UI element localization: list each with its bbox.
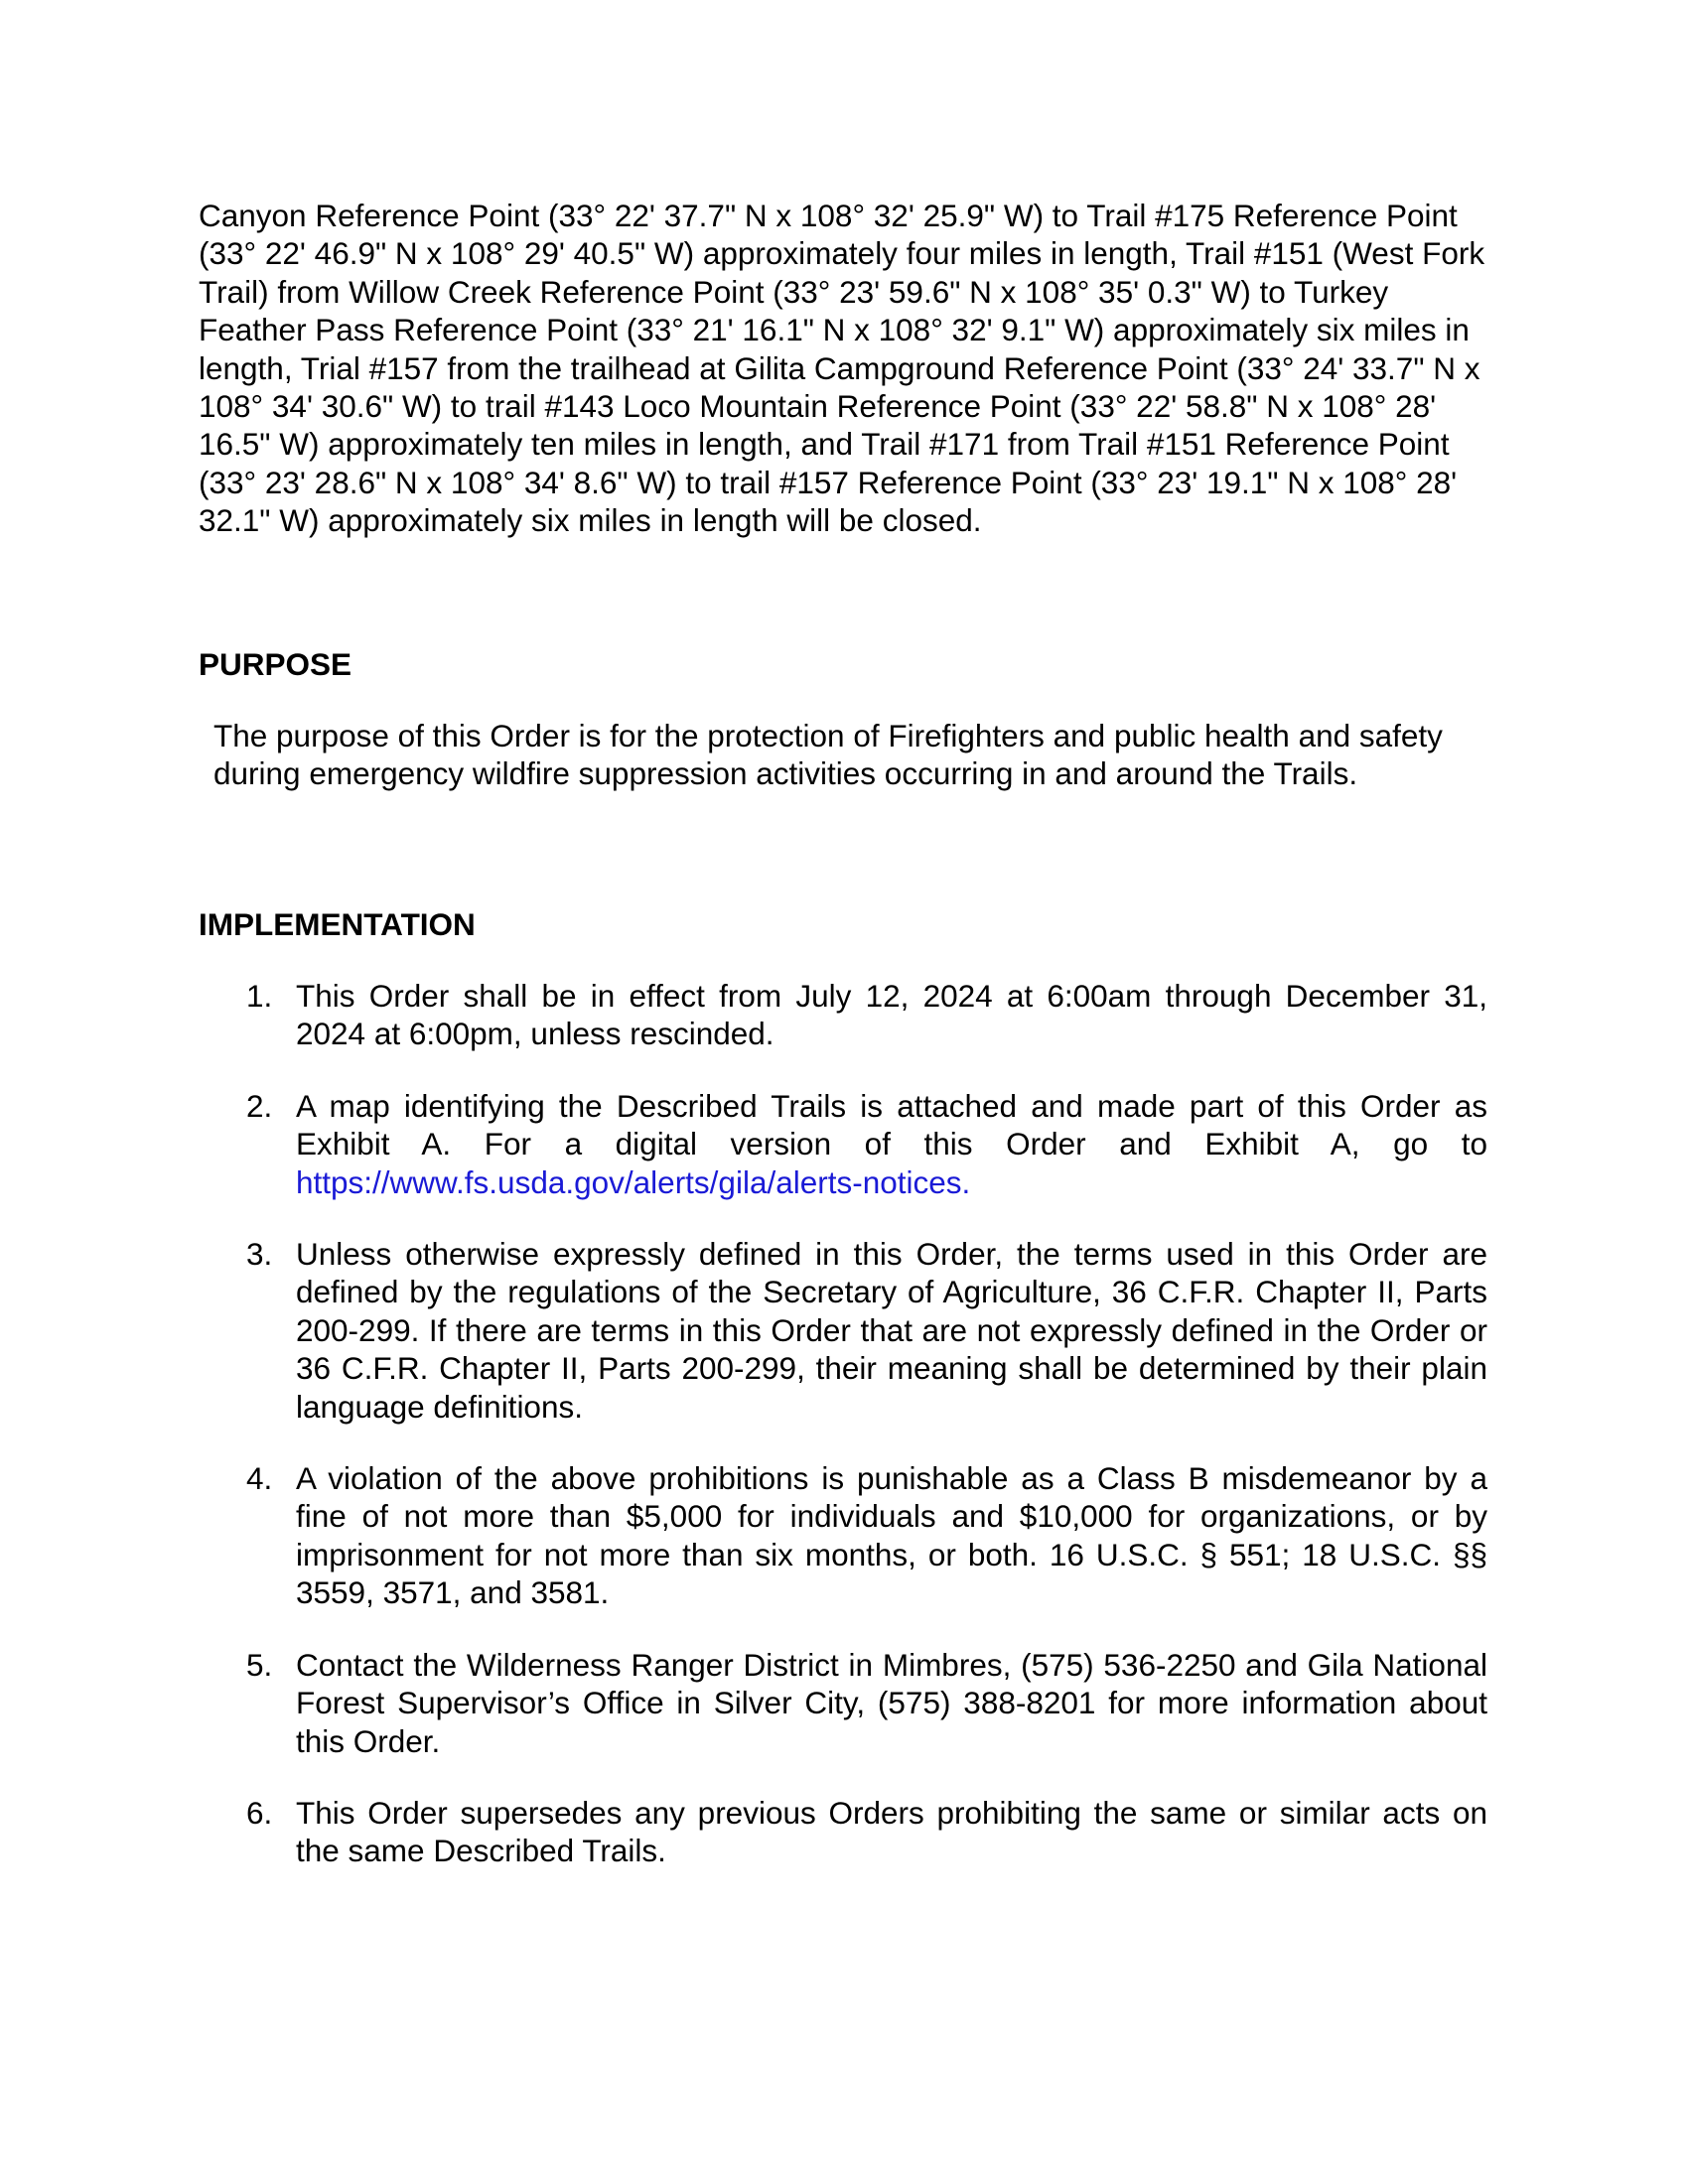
list-item-6 (246, 1794, 1487, 1870)
implementation-heading: IMPLEMENTATION (199, 906, 476, 942)
intro-paragraph: Canyon Reference Point (33° 22' 37.7" N x 108° 32' 25.9" W) to Trail #175 Reference Point (33° 22' 46.9" N x 108° 29' 40.5" W) approximately four miles in length, Trail #151 (West Fork Trail) from Willow Creek Reference Point (33° 23' 59.6" N x 108° 35' 0.3" W) to Turkey Feather Pass Reference Point (33° 21' 16.1" N x 108° 32' 9.1" W) approximately six miles in length, Trial #157 from the trailhead at Gilita Campground Reference Point (33° 24' 33.7" N x 108° 34' 30.6" W) to trail #143 Loco Mountain Reference Point (33° 22' 58.8" N x 108° 28' 16.5" W) approximately ten miles in length, and Trail #171 from Trail #151 Reference Point (33° 23' 28.6" N x 108° 34' 8.6" W) to trail #157 Reference Point (33° 23' 19.1" N x 108° 28' 32.1" W) approximately six miles in length will be closed. (199, 198, 1485, 539)
list-number: 4. (246, 1460, 273, 1497)
list-item-1 (246, 977, 1487, 1053)
list-number: 6. (246, 1794, 273, 1831)
list-item-2 (246, 1087, 1487, 1201)
list-item-text: Unless otherwise expressly defined in this Order, the terms used in this Order are defined by the regulations of the Secretary of Agriculture, 36 C.F.R. Chapter II, Parts 200-299. If there are terms in this Order that are not expressly defined in the Order or 36 C.F.R. Chapter II, Parts 200-299, their meaning shall be determined by their plain language definitions. (296, 1236, 1487, 1425)
list-item-text: A violation of the above prohibitions is punishable as a Class B misdemeanor by a fine of not more than $5,000 for individuals and $10,000 for organizations, or by imprisonment for not more than six months, or both. 16 U.S.C. § 551; 18 U.S.C. §§ 3559, 3571, and 3581. (296, 1460, 1487, 1611)
purpose-paragraph: The purpose of this Order is for the protection of Firefighters and public health and safety during emergency wildfire suppression activities occurring in and around the Trails. (213, 718, 1443, 792)
list-item-3 (246, 1235, 1487, 1426)
list-item-text: This Order shall be in effect from July 12, 2024 at 6:00am through December 31, 2024 at 6:00pm, unless rescinded. (296, 978, 1487, 1052)
list-number: 5. (246, 1646, 273, 1683)
alerts-notices-link[interactable]: https://www.fs.usda.gov/alerts/gila/alerts-notices. (296, 1163, 971, 1200)
list-number: 3. (246, 1236, 273, 1273)
implementation-list (246, 977, 1487, 1870)
list-item-text: This Order supersedes any previous Orders prohibiting the same or similar acts on the same Described Trails. (296, 1794, 1487, 1869)
list-item-5 (246, 1646, 1487, 1760)
list-number: 2. (246, 1087, 273, 1124)
list-item-text: Contact the Wilderness Ranger District in Mimbres, (575) 536-2250 and Gila National Forest Supervisor’s Office in Silver City, (575) 388-8201 for more information about this Order. (296, 1646, 1487, 1759)
list-number: 1. (246, 978, 273, 1014)
purpose-heading: PURPOSE (199, 646, 352, 682)
list-item-text: A map identifying the Described Trails is attached and made part of this Order as Exhibit A. For a digital version of this Order and Exhibit A, go to (296, 1087, 1487, 1162)
list-item-4 (246, 1459, 1487, 1612)
